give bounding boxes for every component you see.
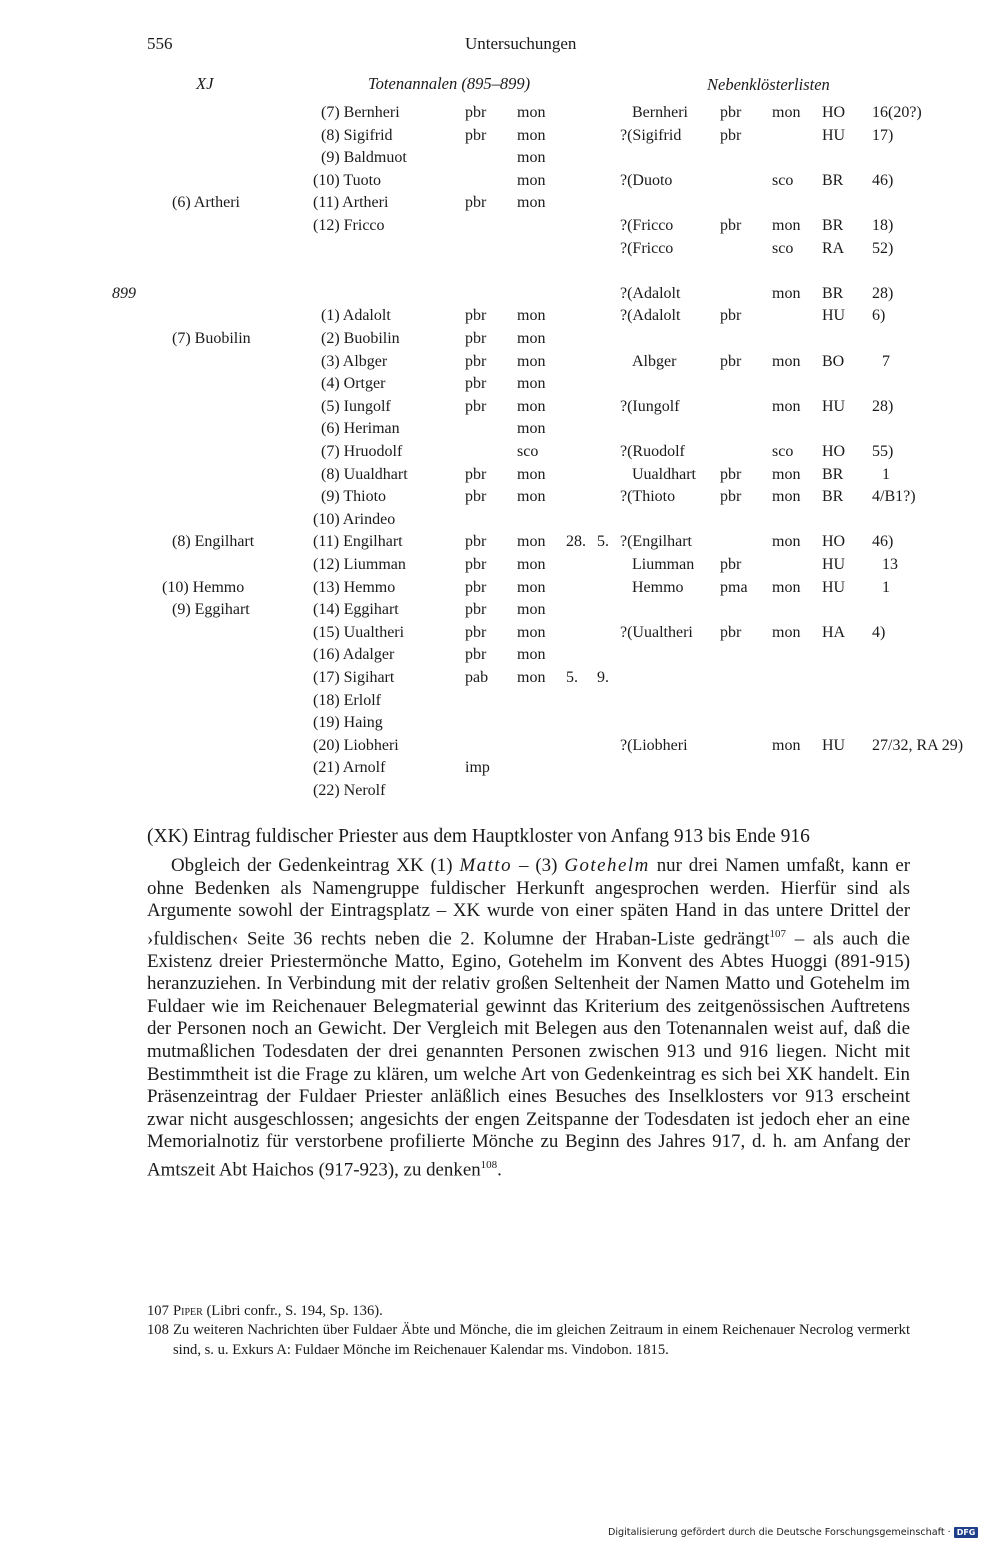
neben-status: mon bbox=[772, 217, 801, 234]
totenannalen-rank: pbr bbox=[465, 194, 487, 212]
neben-monastery: HU bbox=[822, 307, 846, 325]
neben-name: Albger bbox=[632, 352, 677, 370]
totenannalen-status: mon bbox=[517, 397, 546, 415]
totenannalen-name: (20) Liobheri bbox=[313, 736, 399, 754]
neben-ref: 46) bbox=[872, 171, 894, 189]
xj-cell: (8) Engilhart bbox=[172, 533, 255, 551]
totenannalen-status: mon bbox=[517, 375, 546, 393]
neben-rank: pbr bbox=[720, 623, 742, 641]
neben-status: mon bbox=[772, 578, 801, 596]
neben-status: mon bbox=[772, 465, 801, 483]
totenannalen-rank: pbr bbox=[465, 578, 487, 596]
totenannalen-name: (10) Tuoto bbox=[313, 171, 382, 189]
neben-name: ?(Uualtheri bbox=[620, 623, 693, 641]
para-text-a: Obgleich der Gedenkeintrag XK (1) bbox=[171, 855, 460, 876]
name-gotehelm: Gotehelm bbox=[564, 855, 650, 876]
totenannalen-status: mon bbox=[517, 669, 546, 686]
name-matto: Matto bbox=[459, 855, 513, 876]
totenannalen-rank: pbr bbox=[465, 330, 487, 347]
neben-monastery: BR bbox=[822, 284, 844, 302]
neben-monastery: BO bbox=[822, 352, 845, 370]
totenannalen-rank: pbr bbox=[465, 465, 487, 483]
totenannalen-rank: pbr bbox=[465, 623, 487, 641]
footnote-text: Zu weiteren Nachrichten über Fuldaer Äbte und Mönche, die im gleichen Zeitraum in einem Reichenauer Necrolog vermerkt sind, s. u. Exkurs A: Fuldaer Mönche im Reichenauer Kalendar ms. Vindobon. 1815. bbox=[173, 1322, 910, 1358]
totenannalen-name: (21) Arnolf bbox=[313, 759, 386, 777]
death-month: 5. bbox=[597, 533, 609, 551]
neben-monastery: BR bbox=[822, 217, 844, 234]
neben-name: ?(Sigifrid bbox=[620, 126, 682, 144]
neben-monastery: RA bbox=[822, 239, 845, 257]
neben-name: ?(Adalolt bbox=[620, 307, 681, 325]
neben-ref: 13 bbox=[882, 556, 898, 573]
neben-monastery: HU bbox=[822, 556, 846, 573]
neben-rank: pbr bbox=[720, 104, 742, 121]
neben-status: mon bbox=[772, 104, 801, 121]
totenannalen-name: (6) Heriman bbox=[321, 420, 400, 438]
neben-ref: 4) bbox=[872, 623, 886, 641]
neben-status: sco bbox=[772, 443, 794, 460]
xj-cell: (7) Buobilin bbox=[172, 330, 251, 347]
totenannalen-status: mon bbox=[517, 646, 546, 664]
neben-name: ?(Iungolf bbox=[620, 397, 680, 415]
neben-monastery: HO bbox=[822, 533, 846, 551]
neben-rank: pbr bbox=[720, 126, 742, 144]
neben-status: mon bbox=[772, 397, 801, 415]
totenannalen-rank: pbr bbox=[465, 556, 487, 573]
totenannalen-rank: pbr bbox=[465, 488, 487, 506]
totenannalen-name: (11) Engilhart bbox=[313, 533, 403, 551]
footnote-number: 107 bbox=[147, 1303, 169, 1319]
neben-rank: pbr bbox=[720, 307, 742, 325]
col-header-nebenkloesterlisten: Nebenklösterlisten bbox=[707, 75, 830, 94]
totenannalen-name: (10) Arindeo bbox=[313, 510, 396, 528]
totenannalen-name: (13) Hemmo bbox=[313, 578, 396, 596]
totenannalen-rank: pbr bbox=[465, 601, 487, 619]
neben-rank: pbr bbox=[720, 465, 742, 483]
footnote-ref-107[interactable]: 107 bbox=[769, 927, 787, 940]
totenannalen-rank: pbr bbox=[465, 397, 487, 415]
neben-ref: 16(20?) bbox=[872, 104, 922, 121]
neben-monastery: HU bbox=[822, 397, 846, 415]
neben-name: ?(Thioto bbox=[620, 488, 676, 506]
neben-rank: pma bbox=[720, 578, 748, 596]
totenannalen-status: mon bbox=[517, 465, 546, 483]
totenannalen-name: (12) Liumman bbox=[313, 556, 406, 573]
neben-monastery: BR bbox=[822, 171, 844, 189]
totenannalen-status: sco bbox=[517, 443, 539, 460]
neben-status: sco bbox=[772, 239, 794, 257]
totenannalen-name: (19) Haing bbox=[313, 714, 383, 732]
page-number: 556 bbox=[147, 34, 173, 53]
totenannalen-rank: pab bbox=[465, 669, 489, 686]
neben-ref: 18) bbox=[872, 217, 894, 234]
totenannalen-status: mon bbox=[517, 533, 546, 551]
neben-name: Liumman bbox=[632, 556, 695, 573]
neben-rank: pbr bbox=[720, 352, 742, 370]
footnote-number: 108 bbox=[147, 1322, 169, 1339]
para-text-d: – als auch die Existenz dreier Priestermönche Matto, Egino, Gotehelm im Konvent des Abtes Huoggi (891-915) heranzuziehen. In Verbindung mit der relativ großen Seltenheit der Namen Matto und Gotehelm im Fuldaer wie im Reichenauer Belegmaterial gewinnt das Kriterium des zeitgenössischen Auftretens der Personen noch an Gewicht. Der Vergleich mit Belegen aus den Totenannalen weist auf, daß die mutmaßlichen Todesdaten der drei genannten Personen zwischen 913 und 916 liegen. Nicht mit Bestimmtheit ist die Frage zu klären, um welche Art von Gedenkeintrag es sich bei XK handelt. Ein Präsenzeintrag der Fuldaer Priester anläßlich eines Besuches des Inselklosters vor 913 erscheint zwar nicht ausgeschlossen; angesichts der engen Zeitspanne der Todesdaten ist jedoch eher an eine Memorialnotiz für verstorbene profilierte Mönche zu Beginn des Jahres 917, d. h. am Anfang der Amtszeit Abt Haichos (917-923), zu denken bbox=[147, 928, 910, 1181]
neben-ref: 1 bbox=[882, 578, 890, 596]
totenannalen-name: (12) Fricco bbox=[313, 217, 385, 234]
totenannalen-status: mon bbox=[517, 330, 546, 347]
neben-monastery: HU bbox=[822, 126, 846, 144]
totenannalen-name: (14) Eggihart bbox=[313, 601, 399, 619]
totenannalen-status: mon bbox=[517, 104, 546, 121]
neben-rank: pbr bbox=[720, 488, 742, 506]
neben-ref: 7 bbox=[882, 352, 890, 370]
neben-ref: 55) bbox=[872, 443, 894, 460]
footnote-107 bbox=[147, 1302, 910, 1321]
totenannalen-status: mon bbox=[517, 488, 546, 506]
neben-ref: 27/32, RA 29) bbox=[872, 736, 964, 754]
totenannalen-rank: pbr bbox=[465, 352, 487, 370]
neben-status: mon bbox=[772, 533, 801, 551]
neben-ref: 6) bbox=[872, 307, 886, 325]
totenannalen-rank: pbr bbox=[465, 375, 487, 393]
xj-cell: (9) Eggihart bbox=[172, 601, 250, 619]
death-day: 28. bbox=[566, 533, 586, 551]
totenannalen-name: (4) Ortger bbox=[321, 375, 386, 393]
dfg-logo: DFG bbox=[954, 1527, 979, 1538]
neben-monastery: HA bbox=[822, 623, 846, 641]
totenannalen-name: (2) Buobilin bbox=[321, 330, 400, 347]
totenannalen-rank: pbr bbox=[465, 646, 487, 664]
totenannalen-name: (1) Adalolt bbox=[321, 307, 391, 325]
neben-monastery: HU bbox=[822, 736, 846, 754]
neben-status: mon bbox=[772, 352, 801, 370]
credit-text: Digitalisierung gefördert durch die Deutsche Forschungsgemeinschaft · bbox=[608, 1527, 951, 1538]
totenannalen-rank: pbr bbox=[465, 126, 487, 144]
totenannalen-status: mon bbox=[517, 556, 546, 573]
totenannalen-status: mon bbox=[517, 601, 546, 619]
totenannalen-rank: pbr bbox=[465, 307, 487, 325]
totenannalen-name: (18) Erlolf bbox=[313, 691, 381, 709]
col-header-totenannalen: Totenannalen (895–899) bbox=[368, 74, 531, 93]
xj-cell: (10) Hemmo bbox=[162, 578, 245, 596]
neben-name: Bernheri bbox=[632, 104, 688, 121]
totenannalen-name: (16) Adalger bbox=[313, 646, 395, 664]
totenannalen-name: (22) Nerolf bbox=[313, 782, 386, 799]
totenannalen-name: (11) Artheri bbox=[313, 194, 389, 212]
totenannalen-name: (7) Bernheri bbox=[321, 104, 400, 121]
neben-ref: 4/B1?) bbox=[872, 488, 916, 506]
totenannalen-name: (5) Iungolf bbox=[321, 397, 391, 415]
death-month: 9. bbox=[597, 669, 609, 686]
totenannalen-rank: imp bbox=[465, 759, 490, 777]
totenannalen-status: mon bbox=[517, 171, 546, 189]
neben-name: ?(Duoto bbox=[620, 171, 673, 189]
section-heading: (XK) Eintrag fuldischer Priester aus dem Hauptkloster von Anfang 913 bis Ende 916 bbox=[147, 826, 810, 847]
totenannalen-name: (8) Uualdhart bbox=[321, 465, 408, 483]
neben-status: mon bbox=[772, 284, 801, 302]
totenannalen-rank: pbr bbox=[465, 533, 487, 551]
neben-name: ?(Fricco bbox=[620, 239, 674, 257]
neben-status: mon bbox=[772, 623, 801, 641]
neben-status: mon bbox=[772, 488, 801, 506]
totenannalen-status: mon bbox=[517, 623, 546, 641]
neben-ref: 46) bbox=[872, 533, 894, 551]
totenannalen-name: (17) Sigihart bbox=[313, 669, 395, 686]
totenannalen-status: mon bbox=[517, 352, 546, 370]
para-text-c: nur drei Namen umfaßt, kann er ohne Bedenken als Namengruppe fuldischer Herkunft angesprochen werden. Hierfür sind als Argumente sowohl der Eintragsplatz – XK wurde von einer späten Hand in das untere Drittel der ›fuldischen‹ Seite 36 rechts neben die 2. Kolumne der Hraban-Liste gedrängt bbox=[147, 855, 911, 950]
neben-rank: pbr bbox=[720, 556, 742, 573]
neben-ref: 28) bbox=[872, 397, 894, 415]
neben-name: Uualdhart bbox=[632, 465, 696, 483]
col-header-xj: XJ bbox=[196, 74, 214, 93]
neben-name: ?(Ruodolf bbox=[620, 443, 685, 460]
neben-ref: 28) bbox=[872, 284, 894, 302]
footnote-ref-108[interactable]: 108 bbox=[480, 1159, 498, 1172]
neben-monastery: BR bbox=[822, 465, 844, 483]
totenannalen-status: mon bbox=[517, 194, 546, 212]
footnotes bbox=[147, 1302, 910, 1360]
neben-monastery: HO bbox=[822, 443, 846, 460]
para-text-e: . bbox=[497, 1159, 502, 1181]
xj-cell: (6) Artheri bbox=[172, 194, 240, 212]
running-title: Untersuchungen bbox=[465, 34, 577, 53]
totenannalen-name: (9) Baldmuot bbox=[321, 149, 407, 167]
neben-monastery: HO bbox=[822, 104, 846, 121]
neben-status: mon bbox=[772, 736, 801, 754]
totenannalen-status: mon bbox=[517, 578, 546, 596]
totenannalen-status: mon bbox=[517, 126, 546, 144]
neben-monastery: HU bbox=[822, 578, 846, 596]
totenannalen-name: (7) Hruodolf bbox=[321, 443, 403, 460]
totenannalen-rank: pbr bbox=[465, 104, 487, 121]
footnote-author: Piper bbox=[173, 1303, 203, 1319]
footnote-108 bbox=[147, 1321, 910, 1360]
neben-ref: 17) bbox=[872, 126, 894, 144]
neben-name: ?(Engilhart bbox=[620, 533, 692, 551]
totenannalen-name: (3) Albger bbox=[321, 352, 388, 370]
totenannalen-name: (15) Uualtheri bbox=[313, 623, 405, 641]
neben-name: Hemmo bbox=[632, 578, 684, 596]
para-text-b: – (3) bbox=[512, 855, 565, 876]
neben-status: sco bbox=[772, 171, 794, 189]
totenannalen-name: (9) Thioto bbox=[321, 488, 387, 506]
totenannalen-name: (8) Sigifrid bbox=[321, 126, 393, 144]
neben-monastery: BR bbox=[822, 488, 844, 506]
body-paragraph bbox=[147, 855, 910, 1182]
totenannalen-status: mon bbox=[517, 420, 546, 438]
neben-ref: 52) bbox=[872, 239, 894, 257]
totenannalen-status: mon bbox=[517, 149, 546, 167]
neben-name: ?(Liobheri bbox=[620, 736, 688, 754]
neben-name: ?(Adalolt bbox=[620, 284, 681, 302]
neben-rank: pbr bbox=[720, 217, 742, 234]
year-label: 899 bbox=[112, 285, 136, 302]
digitization-credit bbox=[608, 1527, 978, 1538]
totenannalen-status: mon bbox=[517, 307, 546, 325]
death-day: 5. bbox=[566, 669, 578, 686]
neben-ref: 1 bbox=[882, 465, 890, 483]
footnote-text: (Libri confr., S. 194, Sp. 136). bbox=[202, 1303, 383, 1319]
neben-name: ?(Fricco bbox=[620, 217, 674, 234]
